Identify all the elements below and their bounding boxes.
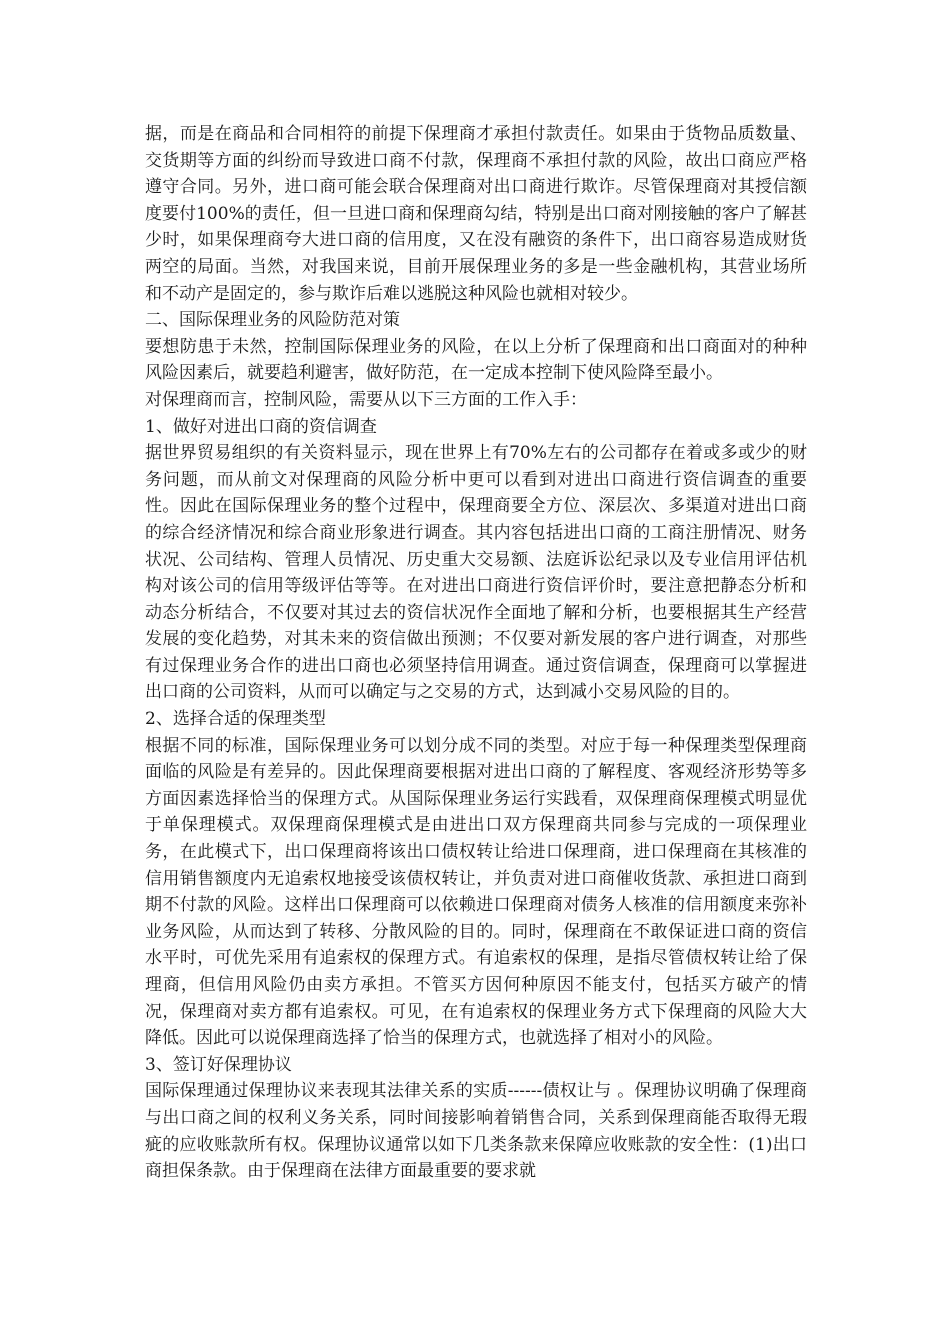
paragraph-factoring-type: 根据不同的标准，国际保理业务可以划分成不同的类型。对应于每一种保理类型保理商面临的风险是有差异的。因此保理商要根据对进出口商的了解程度、客观经济形势等多方面因素选择恰当的保理方式。从国际保理业务运行实践看，双保理商保理模式明显优于单保理模式。双保理商保理模式是由进出口双方保理商共同参与完成的一项保理业务，在此模式下，出口保理商将该出口债权转让给进口保理商，进口保理商在其核准的信用销售额度内无追索权地接受该债权转让，并负责对进口商催收货款、承担进口商到期不付款的风险。这样出口保理商可以依赖进口保理商对债务人核准的信用额度来弥补业务风险，从而达到了转移、分散风险的目的。同时，保理商在不敢保证进口商的资信水平时，可优先采用有追索权的保理方式。有追索权的保理，是指尽管债权转让给了保理商，但信用风险仍由卖方承担。不管买方因何种原因不能支付，包括买方破产的情况，保理商对卖方都有追索权。可见，在有追索权的保理业务方式下保理商的风险大大降低。因此可以说保理商选择了恰当的保理方式，也就选择了相对小的风险。: [145, 735, 807, 1049]
paragraph-factoring-agreement: 国际保理通过保理协议来表现其法律关系的实质------债权让与 。保理协议明确了保理商与出口商之间的权利义务关系，同时间接影响着销售合同，关系到保理商能否取得无瑕疵的应收账款所有权。保理协议通常以如下几类条款来保障应收账款的安全性：(1)出口商担保条款。由于保理商在法律方面最重要的要求就: [145, 1081, 807, 1182]
section-heading-risk-prevention: 二、国际保理业务的风险防范对策: [145, 310, 400, 331]
paragraph-credit-investigation: 据世界贸易组织的有关资料显示，现在世界上有70%左右的公司都存在着或多或少的财务问题，而从前文对保理商的风险分析中更可以看到对进出口商进行资信调查的重要性。因此在国际保理业务的整个过程中，保理商要全方位、深层次、多渠道对进出口商的综合经济情况和综合商业形象进行调查。其内容包括进出口商的工商注册情况、财务状况、公司结构、管理人员情况、历史重大交易额、法庭诉讼纪录以及专业信用评估机构对该公司的信用等级评估等等。在对进出口商进行资信评价时，要注意把静态分析和动态分析结合，不仅要对其过去的资信状况作全面地了解和分析，也要根据其生产经营发展的变化趋势，对其未来的资信做出预测；不仅要对新发展的客户进行调查，对那些有过保理业务合作的进出口商也必须坚持信用调查。通过资信调查，保理商可以掌握进出口商的公司资料，从而可以确定与之交易的方式，达到减小交易风险的目的。: [145, 443, 807, 703]
subheading-factoring-agreement: 3、签订好保理协议: [145, 1054, 292, 1075]
paragraph-prevention-intro: 要想防患于未然，控制国际保理业务的风险，在以上分析了保理商和出口商面对的种种风险因素后，就要趋利避害，做好防范，在一定成本控制下使风险降至最小。: [145, 336, 807, 384]
subheading-factoring-type: 2、选择合适的保理类型: [145, 709, 326, 730]
paragraph-factor-control: 对保理商而言，控制风险，需要从以下三方面的工作入手：: [145, 389, 587, 410]
document-body: [145, 121, 807, 1185]
paragraph-fraud-risk: 据，而是在商品和合同相符的前提下保理商才承担付款责任。如果由于货物品质数量、交货期等方面的纠纷而导致进口商不付款，保理商不承担付款的风险，故出口商应严格遵守合同。另外，进口商可能会联合保理商对出口商进行欺诈。尽管保理商对其授信额度要付100%的责任，但一旦进口商和保理商勾结，特别是出口商对刚接触的客户了解甚少时，如果保理商夸大进口商的信用度，又在没有融资的条件下，出口商容易造成财货两空的局面。当然，对我国来说，目前开展保理业务的多是一些金融机构，其营业场所和不动产是固定的，参与欺诈后难以逃脱这种风险也就相对较少。: [145, 124, 807, 304]
subheading-credit-investigation: 1、做好对进出口商的资信调查: [145, 416, 377, 437]
